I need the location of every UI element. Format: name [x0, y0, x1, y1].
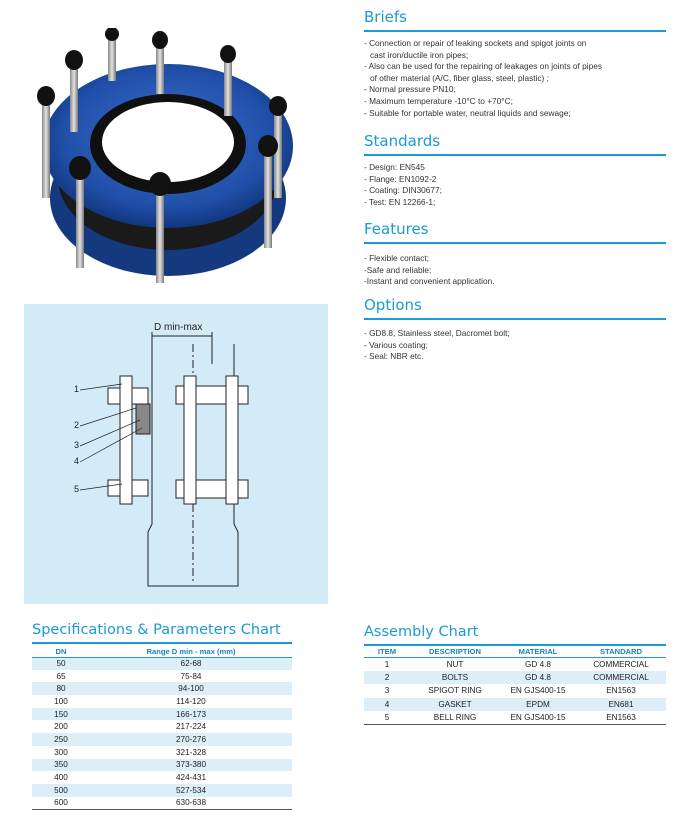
spec-cell-dn: 350 [32, 759, 90, 772]
asm-cell-standard: EN1563 [606, 713, 636, 723]
features-rule [364, 242, 666, 244]
standards-line: - Coating: DIN30677; [364, 185, 442, 196]
technical-drawing [24, 304, 328, 604]
briefs-line: of other material (A/C, fiber glass, steel, plastic) ; [370, 72, 549, 83]
options-line: - Seal: NBR etc. [364, 351, 424, 362]
spec-cell-range: 527-534 [90, 784, 292, 797]
asm-cell-description: NUT [446, 659, 464, 669]
callout-1: 1 [74, 384, 80, 394]
spec-cell-dn: 300 [54, 747, 68, 757]
table-row [32, 720, 292, 733]
spec-cell-dn: 150 [32, 708, 90, 721]
spec-cell-range: 166-173 [90, 708, 292, 721]
options-line: - Various coating; [364, 339, 428, 350]
spec-cell-range: 270-276 [90, 733, 292, 746]
spec-cell-dn: 80 [32, 682, 90, 695]
asm-cell-material: EN GJS400-15 [510, 713, 566, 723]
callout-2: 2 [74, 420, 80, 430]
asm-cell-standard: EN681 [576, 698, 666, 712]
table-row [364, 711, 666, 725]
asm-header-standard: STANDARD [599, 646, 643, 656]
table-row [32, 797, 292, 810]
standards-rule [364, 154, 666, 156]
options-line: - GD8.8, Stainless steel, Dacromet bolt; [364, 328, 510, 338]
briefs-line: - Connection or repair of leaking sockets and spigot joints on [364, 38, 587, 48]
asm-cell-standard: COMMERCIAL [576, 671, 666, 685]
asm-cell-standard: COMMERCIAL [593, 659, 649, 669]
assembly-chart-title: Assembly Chart [364, 624, 479, 640]
asm-cell-item: 3 [384, 686, 390, 696]
asm-cell-description: SPIGOT RING [428, 686, 482, 696]
asm-cell-material: GD 4.8 [525, 659, 551, 669]
assembly-table [364, 646, 666, 725]
spec-cell-range: 62-68 [90, 657, 292, 670]
table-row [32, 682, 292, 695]
asm-cell-material: GD 4.8 [500, 671, 576, 685]
spec-chart-rule [32, 642, 292, 644]
spec-cell-dn: 250 [32, 733, 90, 746]
briefs-line: - Suitable for portable water, neutral liquids and sewage; [364, 107, 571, 118]
table-row [32, 670, 292, 683]
asm-cell-material: EPDM [500, 698, 576, 712]
table-row [364, 684, 666, 698]
spec-cell-range: 373-380 [90, 759, 292, 772]
table-row [364, 698, 666, 712]
spec-table [32, 646, 292, 810]
spec-cell-dn: 400 [54, 773, 68, 783]
briefs-line: - Normal pressure PN10; [364, 84, 456, 95]
features-list [364, 253, 495, 288]
features-line: - Flexible contact; [364, 253, 430, 263]
options-rule [364, 318, 666, 320]
spec-cell-range: 75-84 [180, 671, 202, 681]
asm-cell-item: 2 [364, 671, 410, 685]
standards-title: Standards [364, 132, 441, 150]
table-row [32, 733, 292, 746]
spec-cell-dn: 200 [54, 722, 68, 732]
callout-5: 5 [74, 484, 80, 494]
briefs-line: cast iron/ductile iron pipes; [370, 49, 469, 60]
briefs-line: - Maximum temperature -10°C to +70°C; [364, 95, 513, 106]
asm-cell-material: EN GJS400-15 [510, 686, 566, 696]
spec-header-dn: DN [55, 646, 67, 656]
spec-chart-title: Specifications & Parameters Chart [32, 622, 281, 638]
standards-line: - Design: EN545 [364, 162, 425, 172]
spec-cell-range: 424-431 [175, 773, 207, 783]
callout-3: 3 [74, 440, 80, 450]
spec-cell-dn: 50 [32, 657, 90, 670]
spec-cell-range: 217-224 [175, 722, 207, 732]
features-line: -Instant and convenient application. [364, 276, 495, 287]
asm-cell-description: BOLTS [410, 671, 500, 685]
table-row [364, 657, 666, 671]
spec-cell-dn: 100 [54, 696, 68, 706]
table-row [32, 695, 292, 708]
table-row [32, 784, 292, 797]
asm-header-material: MATERIAL [518, 646, 558, 656]
asm-cell-item: 1 [384, 659, 390, 669]
table-row [32, 746, 292, 759]
asm-header-description: DESCRIPTION [429, 646, 481, 656]
spec-cell-range: 321-328 [175, 747, 207, 757]
spec-cell-dn: 500 [32, 784, 90, 797]
standards-list [364, 162, 442, 208]
table-row [32, 771, 292, 784]
table-row [32, 657, 292, 670]
asm-cell-item: 4 [364, 698, 410, 712]
features-title: Features [364, 220, 429, 238]
table-row [32, 708, 292, 721]
asm-cell-standard: EN1563 [606, 686, 636, 696]
features-line: -Safe and reliable; [364, 264, 432, 275]
callout-4: 4 [74, 456, 80, 466]
product-photo [28, 28, 308, 300]
spec-cell-range: 630-638 [175, 798, 207, 808]
asm-cell-description: GASKET [410, 698, 500, 712]
table-row [364, 671, 666, 685]
asm-cell-description: BELL RING [433, 713, 477, 723]
briefs-list [364, 38, 602, 119]
asm-cell-item: 5 [384, 713, 390, 723]
table-row [32, 759, 292, 772]
asm-header-item: ITEM [377, 646, 397, 656]
options-title: Options [364, 296, 422, 314]
spec-cell-dn: 600 [54, 798, 68, 808]
spec-cell-dn: 65 [56, 671, 66, 681]
spec-cell-range: 114-120 [176, 696, 206, 706]
spec-cell-range: 94-100 [90, 682, 292, 695]
dimension-label: D min-max [154, 322, 203, 333]
standards-line: - Flange: EN1092-2 [364, 173, 437, 184]
standards-line: - Test: EN 12266-1; [364, 196, 436, 207]
briefs-title: Briefs [364, 8, 407, 26]
briefs-line: - Also can be used for the repairing of leakages on joints of pipes [364, 61, 602, 72]
spec-header-range: Range D min - max (mm) [146, 646, 236, 656]
briefs-rule [364, 30, 666, 32]
options-list [364, 328, 510, 363]
